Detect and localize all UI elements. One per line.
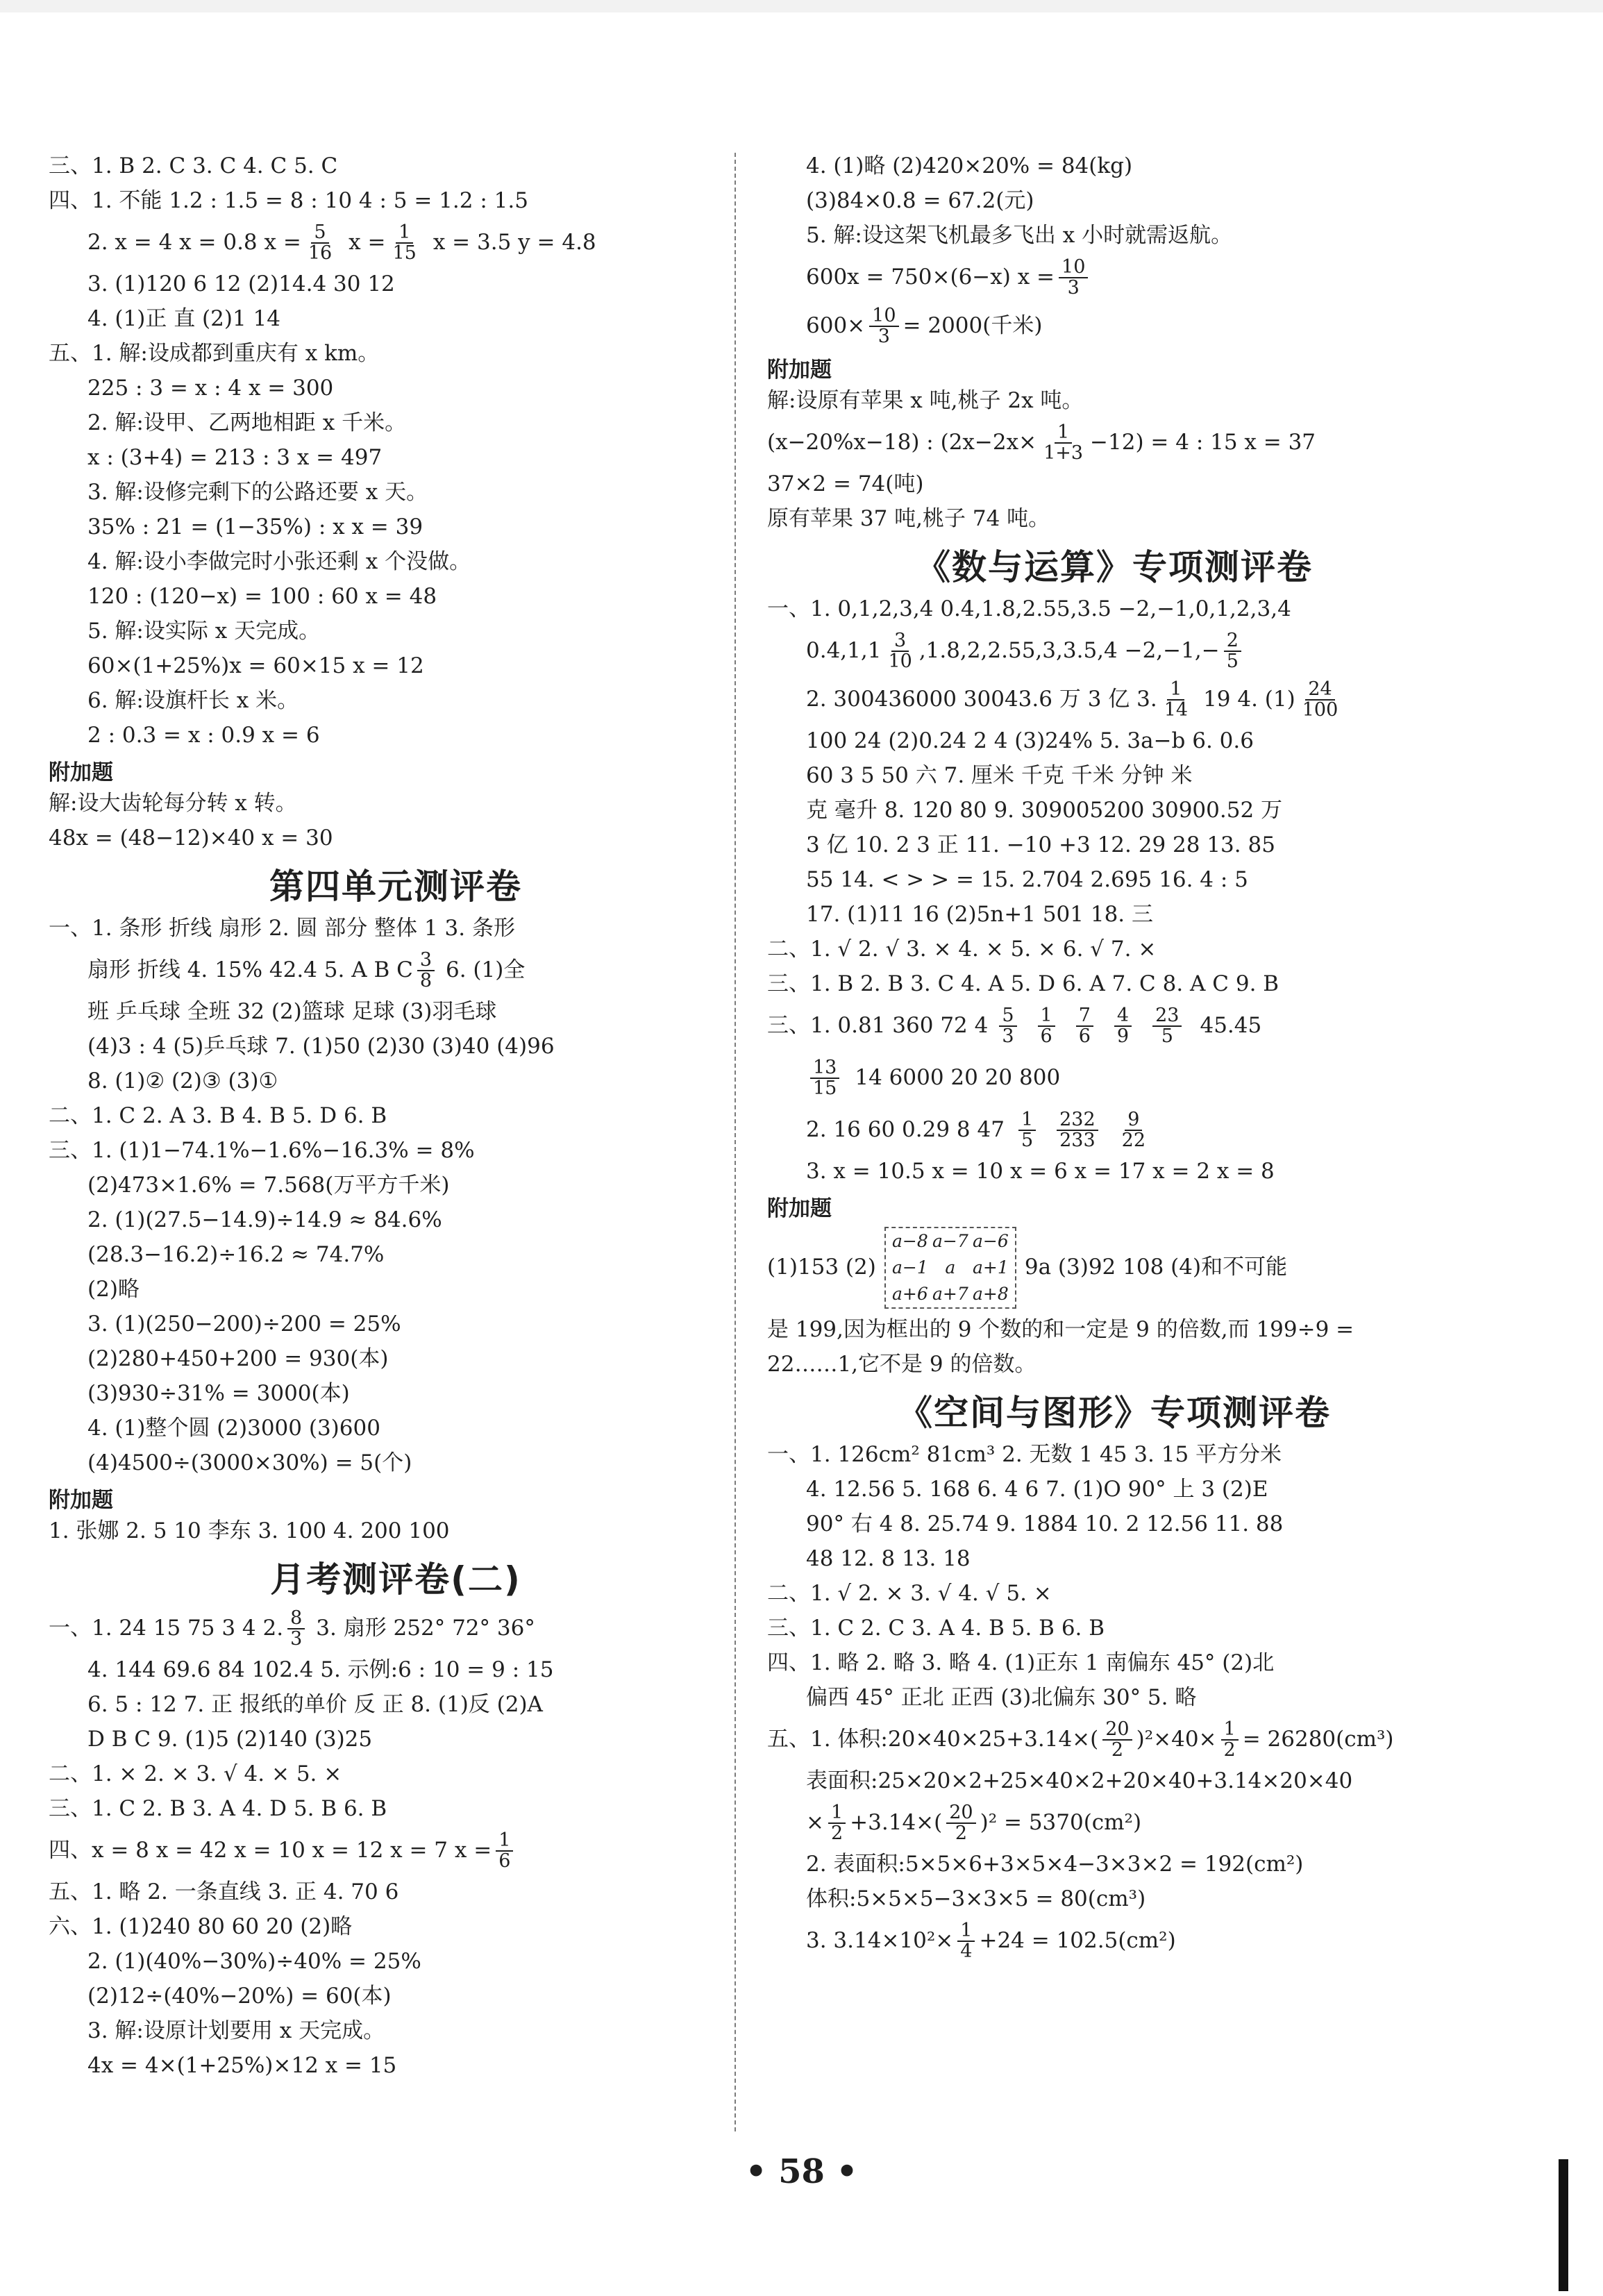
answer-line: x : (3+4) = 213 : 3 x = 497 (87, 445, 383, 471)
answer-line: 一、1. 0,1,2,3,4 0.4,1.8,2.55,3.5 −2,−1,0,1,2,3,4 (767, 596, 1291, 622)
extra-question-heading: 附加题 (49, 760, 113, 785)
answer-line: 班 乒乓球 全班 32 (2)篮球 足球 (3)羽毛球 (87, 999, 497, 1025)
answer-line: 五、1. 略 2. 一条直线 3. 正 4. 70 6 (49, 1879, 399, 1905)
answer-line: 四、x = 8 x = 42 x = 10 x = 12 x = 7 x = $\frac{1}{6}$ (49, 1827, 743, 1875)
fraction: $\frac{7}{6}$ (1076, 1006, 1093, 1047)
section-title: 月考测评卷(二) (270, 1559, 521, 1600)
answer-line: 6. 5 : 12 7. 正 报纸的单价 反 正 8. (1)反 (2)A (87, 1692, 543, 1718)
answer-line: 90° 右 4 8. 25.74 9. 1884 10. 2 12.56 11. 88 (806, 1511, 1284, 1537)
answer-line: 二、1. √ 2. √ 3. × 4. × 5. × 6. √ 7. × (767, 937, 1157, 962)
fraction: $\frac{1}{2}$ (1221, 1720, 1239, 1761)
fraction: $\frac{1}{5}$ (1018, 1110, 1036, 1151)
answer-line: 60×(1+25%)x = 60×15 x = 12 (87, 653, 424, 679)
answer-line: (3)930÷31% = 3000(本) (87, 1381, 350, 1407)
answer-line: 3. (1)120 6 12 (2)14.4 30 12 (87, 271, 395, 297)
fraction: $\frac{10}{3}$ (869, 306, 898, 347)
answer-line: 55 14. < > > = 15. 2.704 2.695 16. 4 : 5 (806, 867, 1248, 893)
fraction: $\frac{3}{8}$ (417, 950, 435, 991)
answer-line: 2. (1)(40%−30%)÷40% = 25% (87, 1949, 421, 1975)
answer-line: 6. 解:设旗杆长 x 米。 (87, 688, 299, 714)
answer-line: 37×2 = 74(吨) (767, 471, 924, 497)
answer-line: 0.4,1,1 $\frac{3}{10}$ ,1.8,2,2.55,3,3.5,4 −2,−1,− $\frac{2}{5}$ (767, 627, 1461, 676)
answer-line: 120 : (120−x) = 100 : 60 x = 48 (87, 584, 437, 610)
answer-line: 三、1. B 2. B 3. C 4. A 5. D 6. A 7. C 8. A C 9. B (767, 971, 1279, 997)
answer-line: 4. (1)整个圆 (2)3000 (3)600 (87, 1416, 380, 1441)
answer-line: 2 : 0.3 = x : 0.9 x = 6 (87, 723, 320, 748)
answer-line: 原有苹果 37 吨,桃子 74 吨。 (767, 506, 1050, 532)
answer-line: 三、1. B 2. C 3. C 4. C 5. C (49, 153, 338, 179)
answer-line: 一、1. 126cm² 81cm³ 2. 无数 1 45 3. 15 平方分米 (767, 1442, 1282, 1468)
answer-line: 3. 解:设原计划要用 x 天完成。 (87, 2018, 385, 2044)
fraction: $\frac{13}{15}$ (810, 1058, 839, 1099)
grid-cell: a+6 (891, 1284, 928, 1304)
answer-line: (4)3 : 4 (5)乒乓球 7. (1)50 (2)30 (3)40 (4)96 (87, 1034, 555, 1059)
answer-line: 偏西 45° 正北 正西 (3)北偏东 30° 5. 略 (806, 1685, 1197, 1711)
answer-line: 5. 解:设这架飞机最多飞出 x 小时就需返航。 (806, 223, 1233, 249)
answer-line: 克 毫升 8. 120 80 9. 309005200 30900.52 万 (806, 798, 1283, 823)
fraction: $\frac{23}{5}$ (1152, 1006, 1182, 1047)
answer-line: 8. (1)② (2)③ (3)① (87, 1069, 278, 1094)
answer-line: 体积:5×5×5−3×3×5 = 80(cm³) (806, 1886, 1146, 1912)
fraction: $\frac{8}{3}$ (287, 1609, 305, 1650)
answer-line: 2. 解:设甲、乙两地相距 x 千米。 (87, 410, 407, 436)
fraction: $\frac{232}{233}$ (1057, 1110, 1098, 1151)
answer-line: 四、1. 略 2. 略 3. 略 4. (1)正东 1 南偏东 45° (2)北 (767, 1650, 1275, 1676)
answer-line: $\frac{13}{15}$ 14 6000 20 20 800 (767, 1050, 1461, 1106)
answer-line: 5. 解:设实际 x 天完成。 (87, 619, 321, 644)
grid-cell: a+1 (972, 1257, 1009, 1277)
answer-line: (2)12÷(40%−20%) = 60(本) (87, 1984, 392, 2009)
answer-line: 4. (1)略 (2)420×20% = 84(kg) (806, 153, 1133, 179)
answer-line: × $\frac{1}{2}$ +3.14×( $\frac{20}{2}$ )² = 5370(cm²) (806, 1801, 1142, 1844)
answer-line: 22……1,它不是 9 的倍数。 (767, 1352, 1037, 1377)
answer-line: 二、1. C 2. A 3. B 4. B 5. D 6. B (49, 1103, 387, 1129)
extra-question-heading: 附加题 (49, 1487, 113, 1513)
scan-top-edge (0, 0, 1603, 12)
answer-line: 2. (1)(27.5−14.9)÷14.9 ≈ 84.6% (87, 1207, 442, 1233)
section-title: 第四单元测评卷 (269, 866, 522, 907)
answer-line: 600× $\frac{10}{3}$ = 2000(千米) (806, 304, 1043, 347)
answer-line: (2)略 (87, 1277, 140, 1302)
answer-line: 五、1. 解:设成都到重庆有 x km。 (49, 341, 380, 367)
answer-line: (2)473×1.6% = 7.568(万平方千米) (87, 1173, 450, 1198)
answer-line: 225 : 3 = x : 4 x = 300 (87, 376, 334, 401)
answer-line: 三、1. C 2. B 3. A 4. D 5. B 6. B (49, 1796, 387, 1822)
answer-line: 3. 3.14×10²× $\frac{1}{4}$ +24 = 102.5(cm²) (806, 1919, 1176, 1962)
number-grid-box (884, 1227, 1016, 1309)
answer-line: 600x = 750×(6−x) x = $\frac{10}{3}$ (767, 253, 1461, 302)
grid-cell: a−6 (972, 1231, 1009, 1251)
answer-line: (1)153 (2) a−8 a−7 a−6 a−1 a a+1 a+6 a+7 a+8 9a (3)92 108 (4)和不可能 (767, 1223, 1461, 1313)
fraction: $\frac{9}{22}$ (1121, 1108, 1146, 1151)
answer-line: (3)84×0.8 = 67.2(元) (806, 188, 1034, 214)
answer-line: 48x = (48−12)×40 x = 30 (49, 826, 333, 851)
fraction: $\frac{1}{6}$ (1038, 1006, 1055, 1047)
answer-line: 1. 张娜 2. 5 10 李东 3. 100 4. 200 100 (49, 1518, 450, 1544)
answer-line: 是 199,因为框出的 9 个数的和一定是 9 的倍数,而 199÷9 = (767, 1317, 1354, 1343)
answer-line: 解:设大齿轮每分转 x 转。 (49, 791, 297, 816)
fraction: $\frac{20}{2}$ (1102, 1720, 1132, 1761)
grid-cell: a−1 (891, 1257, 928, 1277)
answer-line: D B C 9. (1)5 (2)140 (3)25 (87, 1727, 373, 1752)
fraction: $\frac{1}{14}$ (1164, 678, 1189, 721)
grid-cell: a−8 (891, 1231, 928, 1251)
fraction: $\frac{5}{16}$ (308, 221, 333, 264)
answer-line: 4. 144 69.6 84 102.4 5. 示例:6 : 10 = 9 : 15 (87, 1657, 554, 1683)
fraction: $\frac{2}{5}$ (1224, 631, 1241, 672)
grid-cell: a−7 (932, 1231, 968, 1251)
answer-line: (4)4500÷(3000×30%) = 5(个) (87, 1450, 412, 1476)
answer-line: 3. (1)(250−200)÷200 = 25% (87, 1312, 401, 1337)
answer-line: 表面积:25×20×2+25×40×2+20×40+3.14×20×40 (806, 1768, 1353, 1794)
fraction: $\frac{1}{6}$ (496, 1831, 513, 1872)
answer-line: 一、1. 条形 折线 扇形 2. 圆 部分 整体 1 3. 条形 (49, 916, 515, 941)
fraction: $\frac{1}{1+3}$ (1043, 421, 1084, 464)
fraction: $\frac{24}{100}$ (1302, 678, 1338, 721)
fraction: $\frac{4}{9}$ (1114, 1006, 1132, 1047)
fraction: $\frac{10}{3}$ (1059, 258, 1088, 299)
answer-line: 二、1. √ 2. × 3. √ 4. √ 5. × (767, 1581, 1052, 1607)
right-column (767, 149, 1461, 1966)
answer-line: 2. 300436000 30043.6 万 3 亿 3. $\frac{1}{14}$ 19 4. (1) $\frac{24}{100}$ (767, 676, 1461, 724)
answer-line: 4. 12.56 5. 168 6. 4 6 7. (1)O 90° 上 3 (2)E (806, 1477, 1268, 1502)
fraction: $\frac{5}{3}$ (999, 1006, 1016, 1047)
grid-cell: a+8 (972, 1284, 1009, 1304)
left-column (49, 149, 743, 2084)
extra-question-heading: 附加题 (767, 1196, 832, 1221)
answer-line: 4. 解:设小李做完时小张还剩 x 个没做。 (87, 549, 471, 575)
page-number: • 58 • (745, 2152, 858, 2191)
answer-line: 3. 解:设修完剩下的公路还要 x 天。 (87, 480, 428, 505)
answer-line: 扇形 折线 4. 15% 42.4 5. A B C $\frac{3}{8}$ 6. (1)全 (87, 948, 526, 991)
extra-question-heading: 附加题 (767, 357, 832, 383)
answer-line: 4. (1)正 直 (2)1 14 (87, 306, 280, 332)
fraction: $\frac{20}{2}$ (946, 1803, 975, 1844)
answer-line: 二、1. × 2. × 3. √ 4. × 5. × (49, 1761, 342, 1787)
answer-line: 2. 16 60 0.29 8 47 $\frac{1}{5}$ $\frac{232}{233}$ $\frac{9}{22}$ (767, 1106, 1461, 1155)
answer-line: 48 12. 8 13. 18 (806, 1546, 971, 1572)
answer-line: 35% : 21 = (1−35%) : x x = 39 (87, 514, 423, 540)
section-title: 《空间与图形》专项测评卷 (898, 1393, 1331, 1433)
answer-line: 100 24 (2)0.24 2 4 (3)24% 5. 3a−b 6. 0.6 (806, 728, 1254, 754)
answer-line: 解:设原有苹果 x 吨,桃子 2x 吨。 (767, 388, 1084, 414)
answer-line: 一、1. 24 15 75 3 4 2. $\frac{8}{3}$ 3. 扇形 252° 72° 36° (49, 1607, 535, 1650)
answer-line: (28.3−16.2)÷16.2 ≈ 74.7% (87, 1242, 385, 1268)
answer-line: 60 3 5 50 六 7. 厘米 千克 千米 分钟 米 (806, 763, 1193, 789)
answer-line: 五、1. 体积:20×40×25+3.14×( $\frac{20}{2}$ )²×40× $\frac{1}{2}$ = 26280(cm³) (767, 1718, 1394, 1761)
answer-line: 六、1. (1)240 80 60 20 (2)略 (49, 1914, 353, 1940)
grid-cell: a+7 (932, 1284, 968, 1304)
answer-line: (2)280+450+200 = 930(本) (87, 1346, 389, 1372)
answer-line: 三、1. 0.81 360 72 4 $\frac{5}{3}$ $\frac{1}{6}$ $\frac{7}{6}$ $\frac{4}{9}$ $\frac{23}{5}$ 45.45 (767, 1004, 1262, 1047)
answer-line: (x−20%x−18) : (2x−2x× $\frac{1}{1+3}$ −12) = 4 : 15 x = 37 (767, 421, 1316, 464)
grid-cell: a (945, 1257, 956, 1277)
answer-line: 2. x = 4 x = 0.8 x = $\frac{5}{16}$ x = $\frac{1}{15}$ x = 3.5 y = 4.8 (87, 221, 596, 264)
fraction: $\frac{1}{2}$ (828, 1803, 846, 1844)
fraction: $\frac{1}{15}$ (392, 221, 417, 264)
section-title: 《数与运算》专项测评卷 (916, 547, 1313, 587)
answer-line: 三、1. (1)1−74.1%−1.6%−16.3% = 8% (49, 1138, 475, 1164)
answer-line: 2. 表面积:5×5×6+3×5×4−3×3×2 = 192(cm²) (806, 1852, 1304, 1877)
binding-mark (1559, 2159, 1568, 2291)
fraction: $\frac{3}{10}$ (888, 629, 912, 672)
answer-line: 3. x = 10.5 x = 10 x = 6 x = 17 x = 2 x = 8 (806, 1159, 1275, 1184)
answer-line: 4x = 4×(1+25%)×12 x = 15 (87, 2053, 397, 2079)
fraction: $\frac{1}{4}$ (957, 1921, 975, 1962)
answer-line: 17. (1)11 16 (2)5n+1 501 18. 三 (806, 902, 1153, 928)
answer-line: 3 亿 10. 2 3 正 11. −10 +3 12. 29 28 13. 85 (806, 832, 1275, 858)
answer-line: 四、1. 不能 1.2 : 1.5 = 8 : 10 4 : 5 = 1.2 : 1.5 (49, 188, 528, 214)
answer-line: 三、1. C 2. C 3. A 4. B 5. B 6. B (767, 1616, 1105, 1641)
